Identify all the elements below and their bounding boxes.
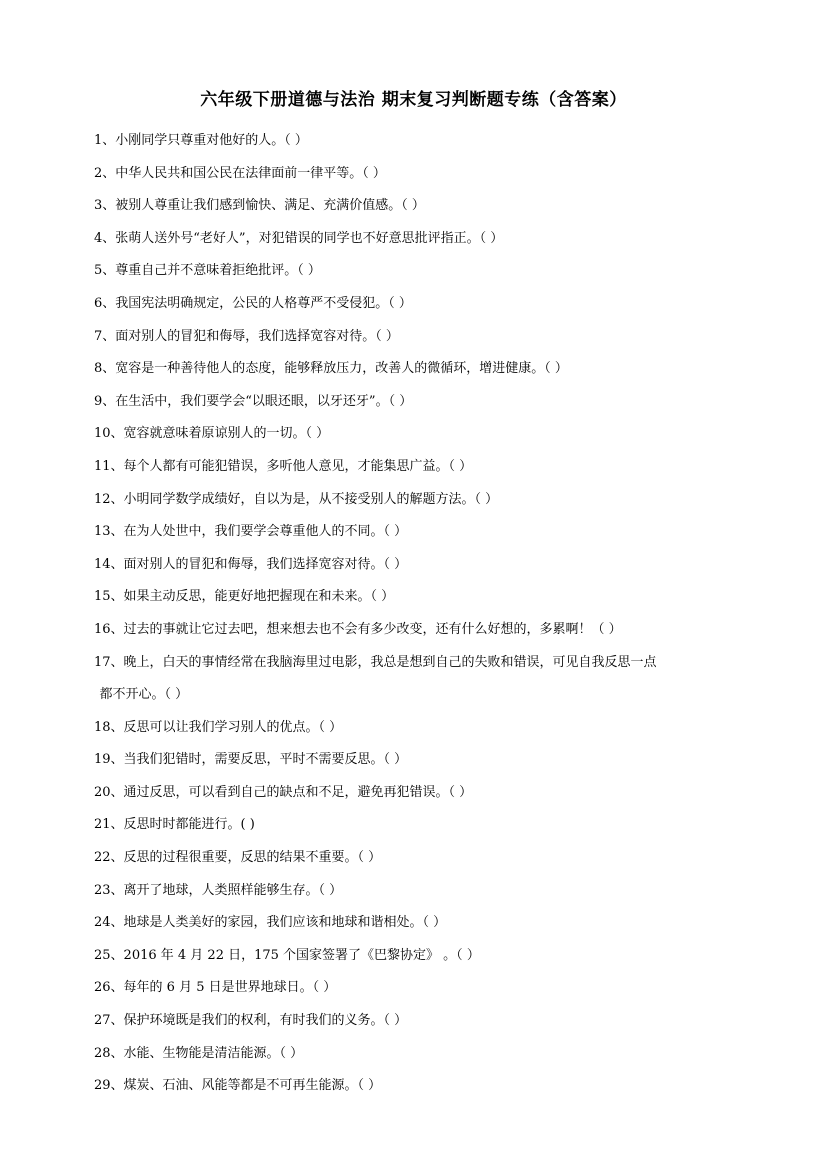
question-text: 水能、生物能是清洁能源。（ ）: [123, 1045, 304, 1061]
question-number: 11、: [94, 458, 124, 474]
question-text: 2016 年 4 月 22 日，175 个国家签署了《巴黎协定》 。（ ）: [123, 947, 480, 963]
question-item: [94, 321, 744, 354]
question-text: 被别人尊重让我们感到愉快、满足、充满价值感。（ ）: [115, 198, 425, 214]
question-item: [94, 125, 744, 158]
question-item: [94, 255, 744, 288]
question-item: [94, 907, 744, 940]
question-item: [94, 158, 744, 191]
question-number: 22、: [94, 850, 124, 866]
question-number: 16、: [94, 621, 124, 637]
question-text: 反思可以让我们学习别人的优点。（ ）: [123, 719, 343, 735]
question-text: 过去的事就让它过去吧，想来想去也不会有多少改变，还有什么好想的，多累啊！（ ）: [123, 621, 622, 637]
question-item: [94, 353, 744, 386]
question-text: 我国宪法明确规定，公民的人格尊严不受侵犯。（ ）: [115, 295, 412, 311]
question-item: [94, 581, 744, 614]
question-text: 反思时时都能进行。( ): [123, 817, 255, 833]
question-item: [94, 1005, 744, 1038]
question-number: 28、: [94, 1045, 124, 1061]
question-number: 7、: [94, 328, 116, 344]
question-number: 27、: [94, 1013, 124, 1029]
question-number: 23、: [94, 882, 124, 898]
question-item: [94, 1070, 744, 1103]
question-number: 20、: [94, 784, 124, 800]
question-text: 宽容是一种善待他人的态度，能够释放压力，改善人的微循环，增进健康。（ ）: [115, 361, 568, 377]
question-text: 面对别人的冒犯和侮辱，我们选择宽容对待。（ ）: [115, 328, 399, 344]
question-item: [94, 451, 744, 484]
question-text: 反思的过程很重要，反思的结果不重要。（ ）: [123, 850, 382, 866]
question-text: 小刚同学只尊重对他好的人。（ ）: [115, 133, 308, 148]
question-text-line-2: 都不开心。（ ）: [99, 687, 189, 703]
question-item: [94, 647, 744, 712]
question-number: 18、: [94, 719, 124, 735]
question-text: 每年的 6 月 5 日是世界地球日。（ ）: [123, 980, 337, 996]
question-number: 10、: [94, 426, 124, 442]
question-list: [94, 125, 744, 1103]
question-item: [94, 418, 744, 451]
question-text: 每个人都有可能犯错误，多听他人意见，才能集思广益。（ ）: [123, 458, 473, 474]
question-item: [94, 614, 744, 647]
question-item: [94, 972, 744, 1005]
question-number: 24、: [94, 915, 124, 931]
question-number: 8、: [94, 361, 116, 377]
question-text: 保护环境既是我们的权利，有时我们的义务。（ ）: [123, 1013, 408, 1029]
page-title: 六年级下册道德与法治 期末复习判断题专练（含答案）: [200, 90, 627, 110]
question-text: 在生活中，我们要学会“以眼还眼，以牙还牙”。（ ）: [115, 393, 413, 409]
question-text: 煤炭、石油、风能等都是不可再生能源。（ ）: [123, 1078, 382, 1094]
question-item: [94, 190, 744, 223]
question-number: 15、: [94, 589, 124, 605]
question-number: 5、: [94, 263, 116, 279]
question-text: 中华人民共和国公民在法律面前一律平等。（ ）: [115, 165, 386, 181]
question-text: 尊重自己并不意味着拒绝批评。（ ）: [115, 263, 321, 279]
question-item: [94, 549, 744, 582]
question-item: [94, 516, 744, 549]
question-number: 12、: [94, 491, 124, 507]
question-item: [94, 386, 744, 419]
question-number: 29、: [94, 1078, 124, 1094]
question-text: 小明同学数学成绩好，自以为是，从不接受别人的解题方法。（ ）: [123, 491, 499, 507]
question-item: [94, 712, 744, 745]
question-number: 14、: [94, 556, 124, 572]
question-number: 9、: [94, 393, 116, 409]
question-number: 19、: [94, 752, 124, 768]
question-number: 4、: [94, 230, 116, 246]
question-number: 2、: [94, 165, 116, 181]
question-number: 21、: [94, 817, 124, 833]
question-text: 地球是人类美好的家园，我们应该和地球和谐相处。（ ）: [123, 915, 447, 931]
question-text: 当我们犯错时，需要反思，平时不需要反思。（ ）: [123, 752, 408, 768]
question-text: 如果主动反思，能更好地把握现在和未来。（ ）: [123, 589, 395, 605]
question-item: [94, 777, 744, 810]
question-text: 张萌人送外号“老好人”，对犯错误的同学也不好意思批评指正。（ ）: [115, 230, 504, 246]
question-number: 26、: [94, 980, 124, 996]
question-number: 6、: [94, 295, 116, 311]
question-item: [94, 288, 744, 321]
question-number: 17、: [94, 654, 124, 670]
question-item: [94, 1038, 744, 1071]
question-text: 通过反思，可以看到自己的缺点和不足，避免再犯错误。（ ）: [123, 784, 473, 800]
question-text-line-1: 晚上，白天的事情经常在我脑海里过电影，我总是想到自己的失败和错误，可见自我反思一点: [123, 654, 657, 670]
question-text: 离开了地球，人类照样能够生存。（ ）: [123, 882, 343, 898]
question-text: 宽容就意味着原谅别人的一切。（ ）: [123, 426, 330, 442]
question-number: 1、: [94, 133, 116, 148]
question-text: 在为人处世中，我们要学会尊重他人的不同。（ ）: [123, 524, 408, 540]
question-number: 25、: [94, 947, 124, 963]
question-item: [94, 875, 744, 908]
question-item: [94, 223, 744, 256]
question-item: [94, 940, 744, 973]
question-item: [94, 809, 744, 842]
question-item: [94, 842, 744, 875]
question-text: 面对别人的冒犯和侮辱，我们选择宽容对待。（ ）: [123, 556, 408, 572]
question-number: 13、: [94, 524, 124, 540]
question-item: [94, 744, 744, 777]
question-number: 3、: [94, 198, 116, 214]
question-item: [94, 484, 744, 517]
